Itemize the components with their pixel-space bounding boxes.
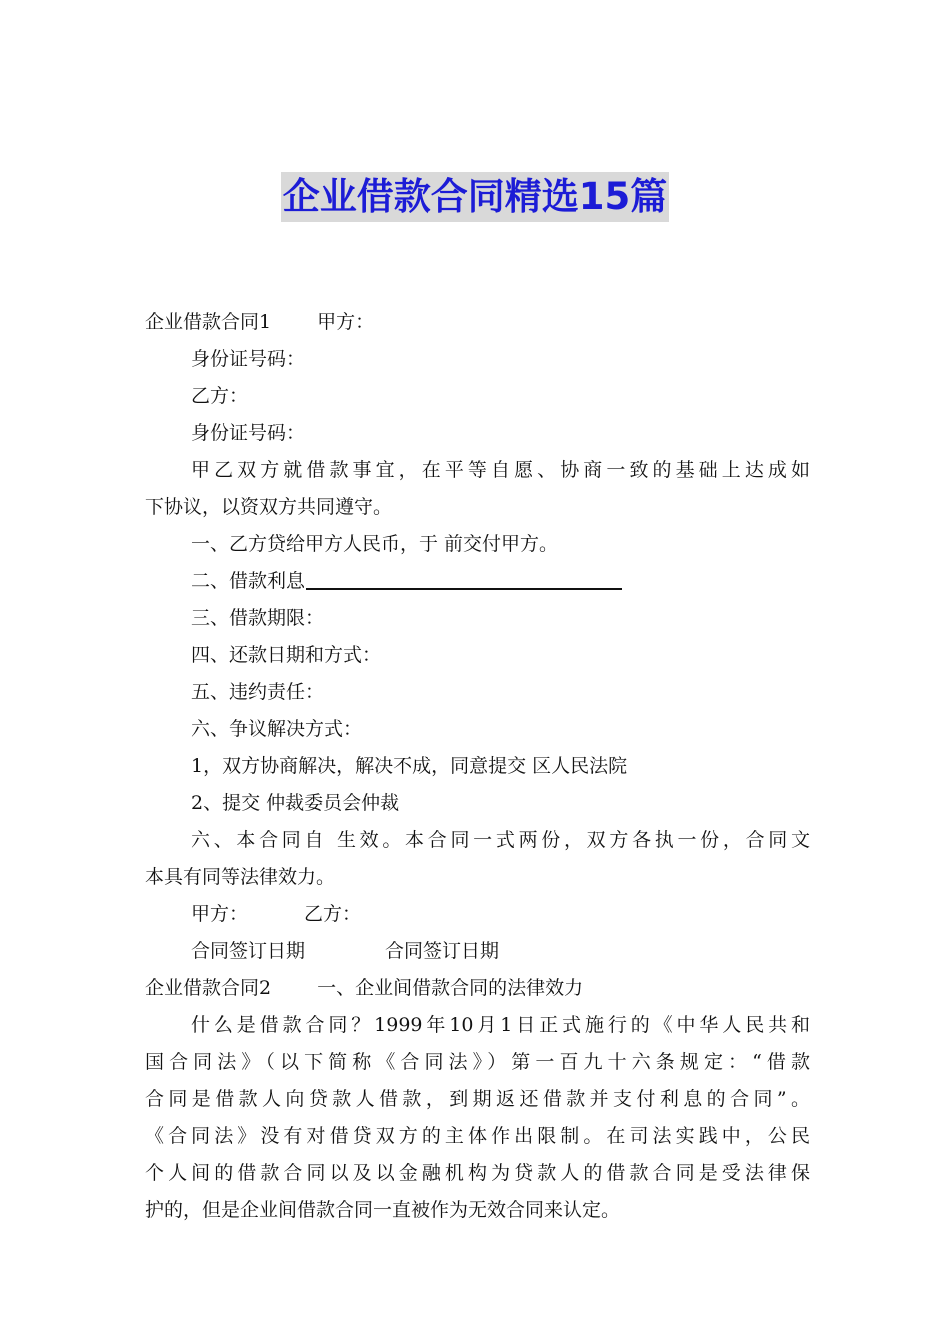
- document-title: 企业借款合同精选15篇: [281, 172, 670, 222]
- title-container: [0, 172, 950, 222]
- contract1-clause-3: 三、借款期限：: [191, 607, 325, 629]
- contract2-section-title: 一、企业间借款合同的法律效力: [317, 977, 584, 999]
- contract1-clause-6-item-1: 1，双方协商解决，解决不成，同意提交 区人民法院: [191, 755, 628, 777]
- contract1-clause-7-line-2: 本具有同等法律效力。: [145, 866, 336, 888]
- contract1-date-line: [145, 933, 810, 970]
- contract1-id-a: 身份证号码：: [191, 348, 306, 370]
- contract2-heading: 企业借款合同2: [145, 977, 272, 999]
- contract1-intro-line-1: 甲乙双方就借款事宜，在平等自愿、协商一致的基础上达成如: [191, 459, 810, 481]
- contract1-clause-4: 四、还款日期和方式：: [191, 644, 382, 666]
- contract2-paragraph-line: 合同是借款人向贷款人借款，到期返还借款并支付利息的合同”。: [145, 1088, 810, 1110]
- contract2-heading-line: [145, 970, 810, 1007]
- signature-party-b: 乙方：: [304, 903, 362, 925]
- contract1-heading: 企业借款合同1: [145, 311, 272, 333]
- contract1-clause-2: 二、借款利息: [191, 570, 306, 592]
- contract1-id-b: 身份证号码：: [191, 422, 306, 444]
- contract1-clause-7-line-1: 六、本合同自 生效。本合同一式两份，双方各执一份，合同文: [191, 829, 810, 851]
- interest-blank-underline: [306, 588, 622, 590]
- signing-date-a: 合同签订日期: [191, 940, 306, 962]
- contract2-paragraph-line: 国合同法》（以下简称《合同法》）第一百九十六条规定：“借款: [145, 1051, 810, 1073]
- contract1-party-a: 甲方：: [317, 311, 375, 333]
- document-body: [145, 304, 810, 1229]
- signature-party-a: 甲方：: [191, 903, 249, 925]
- contract2-paragraph-line: 什么是借款合同？1999年10月1日正式施行的《中华人民共和: [191, 1014, 810, 1036]
- contract2-paragraph-line: 个人间的借款合同以及以金融机构为贷款人的借款合同是受法律保: [145, 1162, 810, 1184]
- contract2-paragraph-line: 《合同法》没有对借贷双方的主体作出限制。在司法实践中，公民: [145, 1125, 810, 1147]
- signing-date-b: 合同签订日期: [385, 940, 500, 962]
- contract1-clause-6-item-2: 2、提交 仲裁委员会仲裁: [191, 792, 400, 814]
- contract1-clause-2-line: [145, 563, 810, 600]
- contract1-signature-line: [145, 896, 810, 933]
- contract1-clause-1: 一、乙方贷给甲方人民币，于 前交付甲方。: [191, 533, 559, 555]
- contract1-intro-line-2: 下协议，以资双方共同遵守。: [145, 496, 393, 518]
- contract1-clause-6: 六、争议解决方式：: [191, 718, 363, 740]
- contract2-paragraph-line: 护的，但是企业间借款合同一直被作为无效合同来认定。: [145, 1199, 621, 1221]
- contract1-clause-5: 五、违约责任：: [191, 681, 325, 703]
- contract1-party-b: 乙方：: [191, 385, 249, 407]
- contract1-heading-line: [145, 304, 810, 341]
